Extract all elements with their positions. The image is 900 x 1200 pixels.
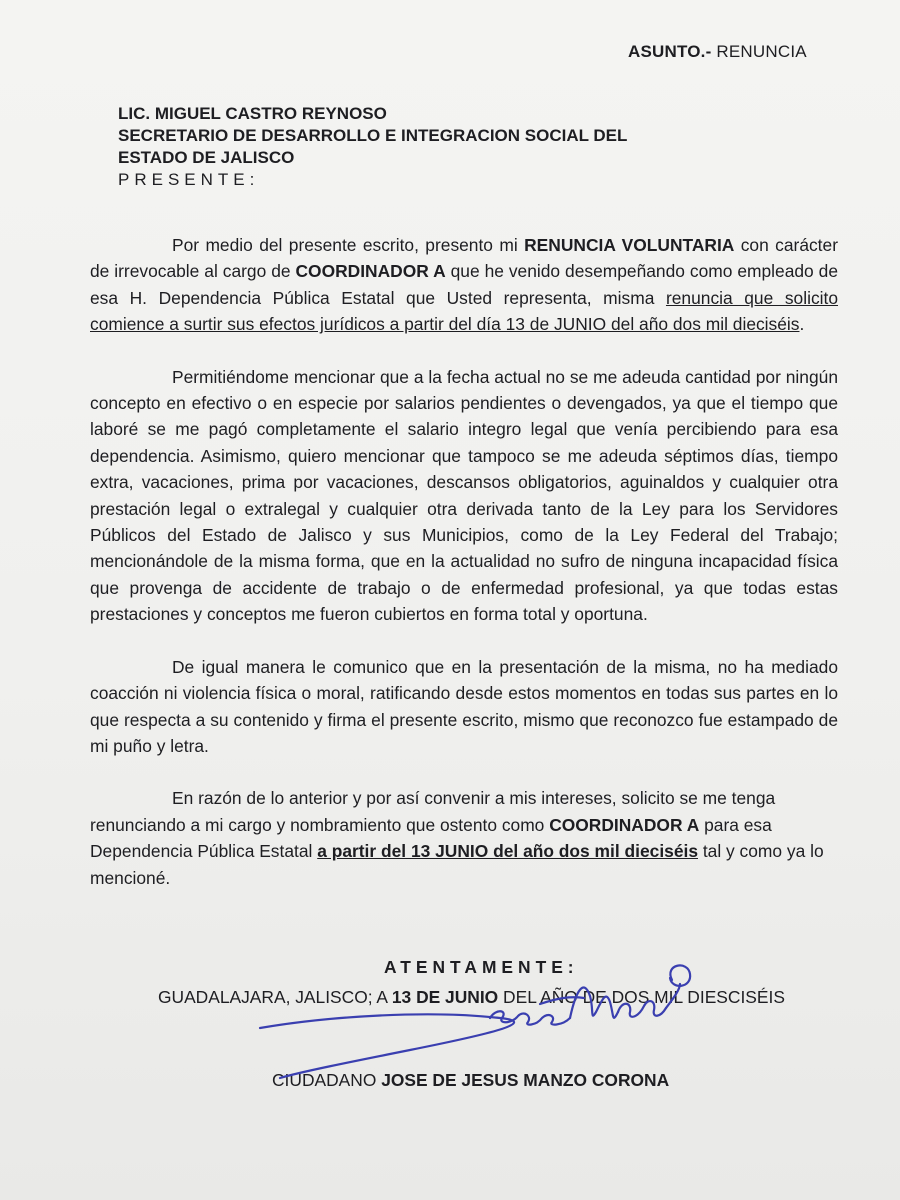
recipient-title: SECRETARIO DE DESARROLLO E INTEGRACION SOCIAL DEL <box>118 126 628 145</box>
p4-text-1: En razón de lo anterior y por así convenir a mis intereses, solicito se me tenga renunciando a mi cargo y nombramiento que ostento como <box>90 788 776 835</box>
paragraph-no-debts: Permitiéndome mencionar que a la fecha actual no se me adeuda cantidad por ningún concepto en efectivo o en especie por salarios pendientes o devengados, ya que el tiempo que laboré se me pagó completamente el salario integro legal que venía percibiendo para esa dependencia. Asimismo, quiero mencionar que tampoco se me adeuda séptimos días, tiempo extra, vacaciones, prima por vacaciones, descansos obligatorios, aguinaldos y cualquier otra prestación legal o extralegal y cualquier otra derivada tanto de la Ley para los Servidores Públicos del Estado de Jalisco y sus Municipios, como de la Ley Federal del Trabajo; mencionándole de la misma forma, que en la actualidad no sufro de ninguna incapacidad física que provenga de accidente de trabajo o de enfermedad profesional, ya que todas estas prestaciones y conceptos me fueron cubiertos en forma total y oportuna. <box>90 366 838 625</box>
resignation-type: RENUNCIA VOLUNTARIA <box>524 235 735 255</box>
p4-text-3: tal y como ya lo mencioné. <box>90 841 824 888</box>
p1-text-4: . <box>799 314 805 335</box>
letter-body <box>90 232 838 891</box>
position-title: COORDINADOR A <box>295 261 446 282</box>
date-suffix: DEL AÑO DE DOS MIL DIESCISÉIS <box>498 987 785 1007</box>
paragraph-request <box>90 785 838 891</box>
recipient-block <box>118 103 627 191</box>
signer-name: JOSE DE JESUS MANZO CORONA <box>381 1070 670 1090</box>
paragraph-resignation <box>90 232 838 338</box>
recipient-greeting: PRESENTE: <box>118 170 260 189</box>
subject-value: RENUNCIA <box>711 42 807 61</box>
signer-prefix: CIUDADANO <box>272 1070 382 1090</box>
recipient-state: ESTADO DE JALISCO <box>118 148 295 167</box>
position-title-repeat: COORDINADOR A <box>549 814 700 835</box>
p4-text-2: para esa Dependencia Pública Estatal <box>90 814 772 862</box>
signer-line <box>272 1070 669 1091</box>
effective-date-clause: renuncia que solicito comience a surtir sus efectos jurídicos a partir del día 13 de JUNIO del año dos mil dieciséis <box>90 287 839 335</box>
closing-salutation: ATENTAMENTE: <box>384 957 579 977</box>
subject-label: ASUNTO.- <box>628 42 712 61</box>
effective-date-repeat: a partir del 13 JUNIO del año dos mil dieciséis <box>317 841 698 862</box>
place-and-date <box>158 987 785 1008</box>
p1-text-3: que he venido desempeñando como empleado de esa H. Dependencia Pública Estatal que Usted representa, misma <box>90 261 838 308</box>
date-bold: 13 DE JUNIO <box>391 987 499 1007</box>
place-prefix: GUADALAJARA, JALISCO; A <box>158 987 392 1007</box>
p1-text-1: Por medio del presente escrito, presento mi <box>172 235 525 255</box>
subject-line <box>628 42 807 62</box>
p1-text-2: con carácter de irrevocable al cargo de <box>90 235 838 282</box>
paragraph-no-coercion: De igual manera le comunico que en la presentación de la misma, no ha mediado coacción ni violencia física o moral, ratificando desde estos momentos en todas sus partes en lo que respecta a su contenido y firma el presente escrito, mismo que reconozco fue estampado de mi puño y letra. <box>90 656 838 756</box>
recipient-name: LIC. MIGUEL CASTRO REYNOSO <box>118 104 387 123</box>
